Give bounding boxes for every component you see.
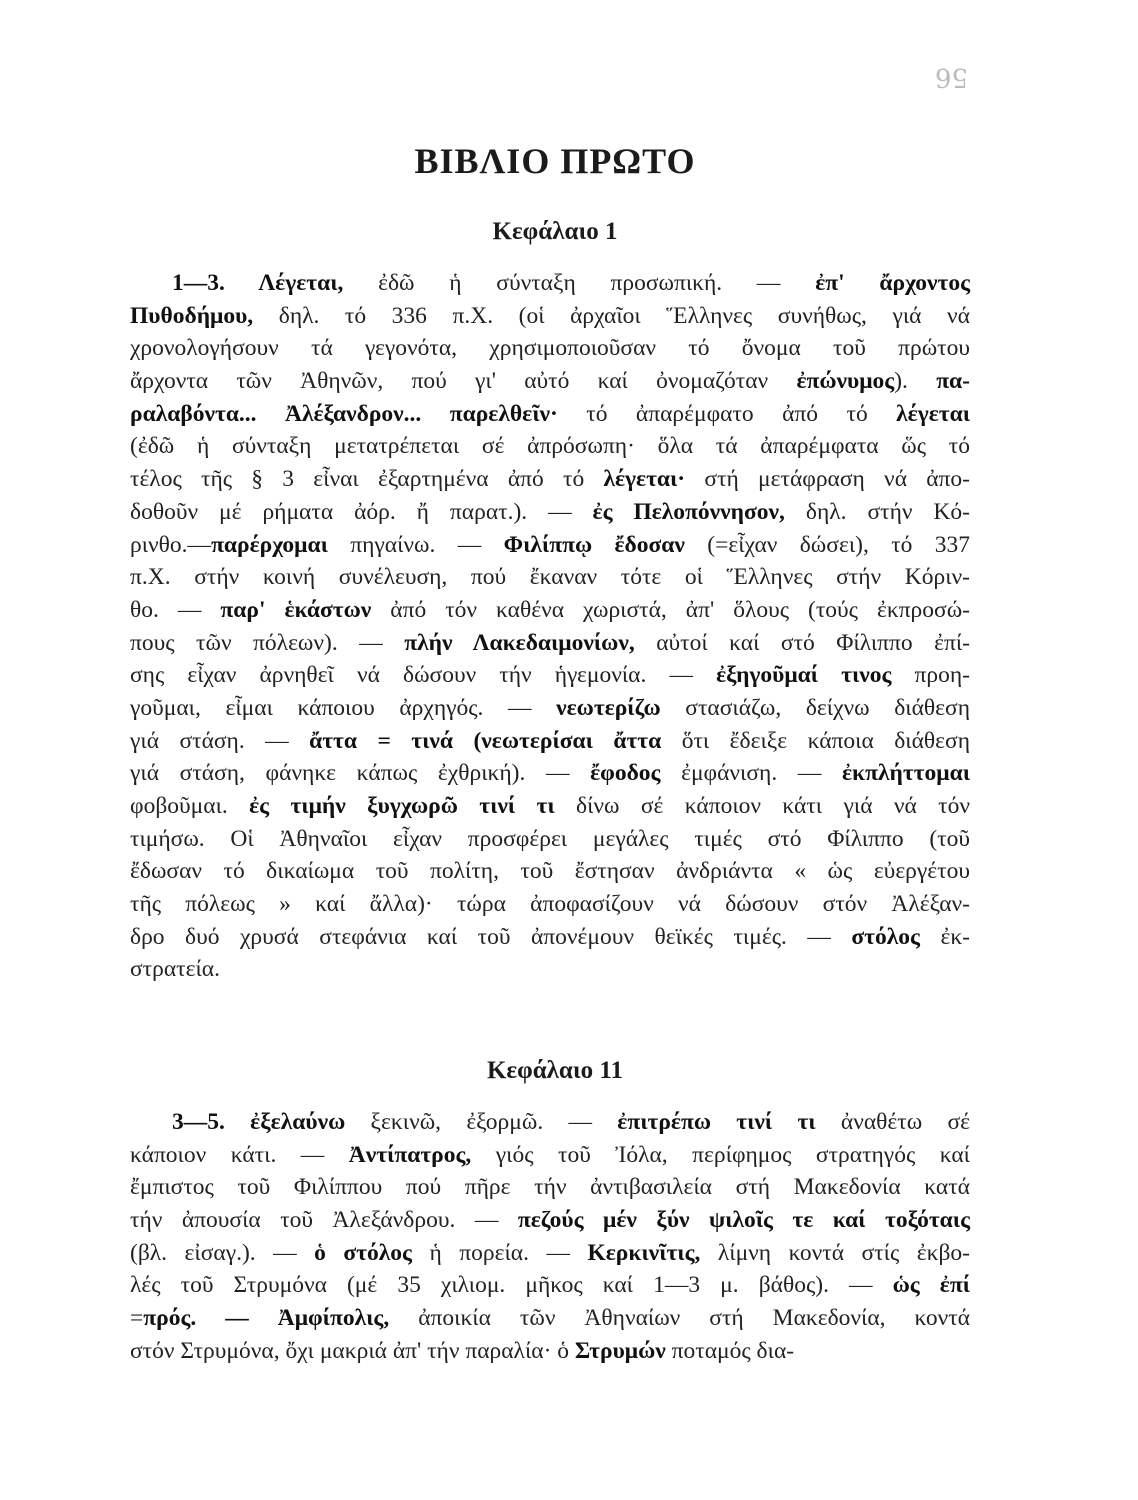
lemma-term: ἄττα = τινά (νεωτερίσαι ἄττα <box>309 727 662 754</box>
chapter-heading: Κεφάλαιο 11 <box>486 1057 624 1084</box>
lemma-term: παρέρχομαι <box>211 531 328 558</box>
commentary-text: ποταμός δια- <box>665 1337 795 1364</box>
commentary-text: φοβοῦμαι. <box>130 793 250 819</box>
commentary-text: προη- <box>891 662 970 689</box>
commentary-text: θο. — <box>130 596 221 623</box>
commentary-text: στή μετάφραση νά ἀπο- <box>685 466 970 493</box>
lemma-term: ἐς τιμήν ξυγχωρῶ τινί τι <box>249 793 555 819</box>
commentary-text: σης εἶχαν ἀρνηθεῖ νά δώσουν τήν ἡγεμονία. — <box>130 662 717 689</box>
lemma-term: πλήν Λακεδαιμονίων, <box>404 629 635 656</box>
text-line <box>130 529 970 562</box>
text-line <box>130 1106 970 1139</box>
lemma-term: λέγεται <box>896 400 970 427</box>
text-line <box>130 725 970 758</box>
text-line <box>130 594 970 627</box>
lemma-term: πρός. — Ἀμφίπολις, <box>143 1305 390 1332</box>
lemma-term: 1—3. Λέγεται, <box>172 270 344 296</box>
commentary-text: τῆς πόλεως » καί ἄλλα)· τώρα ἀποφασίζουν νά δώσουν στόν Ἀλέξαν- <box>130 891 970 918</box>
lemma-term: ὁ στόλος <box>314 1239 412 1266</box>
commentary-text: ἀποικία τῶν Ἀθηναίων στή Μακεδονία, κοντά <box>389 1305 970 1332</box>
lemma-term: Στρυμών <box>574 1337 666 1364</box>
text-line <box>130 1204 970 1237</box>
text-line <box>130 561 970 594</box>
commentary-text: ἡ πορεία. — <box>411 1239 588 1266</box>
lemma-term: ἐξηγοῦμαί τινος <box>716 662 892 689</box>
text-line <box>130 1139 970 1172</box>
text-line <box>130 365 970 398</box>
commentary-text: πηγαίνω. — <box>327 531 504 558</box>
commentary-text: π.Χ. στήν κοινή συνέλευση, πού ἔκαναν τότε οἱ Ἕλληνες στήν Κόριν- <box>130 564 970 591</box>
text-line <box>130 267 970 300</box>
lemma-term: Κερκινῖτις, <box>587 1239 701 1266</box>
text-line <box>130 921 970 954</box>
lemma-term: πεζούς μέν ξύν ψιλοῖς τε καί τοξόταις <box>517 1207 970 1234</box>
commentary-text: δηλ. τό 336 π.Χ. (οἱ ἀρχαῖοι Ἕλληνες συνήθως, γιά νά <box>253 302 970 329</box>
text-line <box>130 1171 970 1204</box>
lemma-term: ἐς Πελοπόννησον, <box>592 498 785 525</box>
lemma-term: Πυθοδήμου, <box>130 302 254 329</box>
lemma-term: ἐπ' ἄρχοντος <box>815 270 970 296</box>
lemma-term: στόλος <box>851 923 920 950</box>
commentary-text: ἄρχοντα τῶν Ἀθηνῶν, πού γι' αὐτό καί ὀνομαζόταν <box>130 368 797 395</box>
commentary-text: κάποιον κάτι. — <box>130 1141 349 1168</box>
lemma-term: 3—5. ἐξελαύνω <box>172 1109 346 1135</box>
commentary-text: γοῦμαι, εἶμαι κάποιου ἀρχηγός. — <box>130 694 557 721</box>
commentary-text: γιά στάση, φάνηκε κάπως ἐχθρική). — <box>130 760 591 787</box>
commentary-text: τό ἀπαρέμφατο ἀπό τό <box>557 400 897 427</box>
commentary-text: δρο δυό χρυσά στεφάνια καί τοῦ ἀπονέμουν θεϊκές τιμές. — <box>130 923 852 950</box>
text-line <box>130 398 970 431</box>
commentary-text: λές τοῦ Στρυμόνα (μέ 35 χιλιομ. μῆκος καί 1—3 μ. βάθος). — <box>130 1272 893 1299</box>
text-line <box>130 1335 970 1368</box>
chapter-commentary <box>130 267 970 986</box>
commentary-text: (βλ. εἰσαγ.). — <box>130 1239 315 1266</box>
text-line <box>130 1302 970 1335</box>
text-line <box>130 1237 970 1270</box>
commentary-text: ἐμφάνιση. — <box>660 760 842 787</box>
commentary-text: (ἐδῶ ἡ σύνταξη μετατρέπεται σέ ἀπρόσωπη· ὅλα τά ἀπαρέμφατα ὥς τό <box>130 433 970 460</box>
lemma-term: ἔφοδος <box>590 760 661 787</box>
chapter-commentary <box>130 1106 970 1368</box>
commentary-text: δηλ. στήν Κό- <box>784 498 970 525</box>
page-number: 56 <box>934 62 968 92</box>
commentary-text: = <box>130 1305 144 1332</box>
lemma-term: ὡς ἐπί <box>892 1272 970 1299</box>
commentary-text: τέλος τῆς § 3 εἶναι ἐξαρτημένα ἀπό τό <box>130 466 604 493</box>
commentary-text: λίμνη κοντά στίς ἐκβο- <box>700 1239 970 1266</box>
commentary-text: ἔμπιστος τοῦ Φιλίππου πού πῆρε τήν ἀντιβασιλεία στή Μακεδονία κατά <box>130 1174 970 1201</box>
text-line <box>130 627 970 660</box>
text-line <box>130 823 970 856</box>
commentary-text: τιμήσω. Οἱ Ἀθηναῖοι εἶχαν προσφέρει μεγάλες τιμές στό Φίλιππο (τοῦ <box>130 825 970 852</box>
lemma-term: Φιλίππῳ ἔδοσαν <box>503 531 685 558</box>
commentary-text: ). <box>894 368 937 395</box>
text-line <box>130 332 970 365</box>
commentary-text: ἀναθέτω σέ <box>815 1109 971 1135</box>
book-title: ΒΙΒΛΙΟ ΠΡΩΤΟ <box>414 141 696 181</box>
lemma-term: λέγεται· <box>603 466 686 493</box>
commentary-text: (=εἶχαν δώσει), τό 337 <box>684 531 970 558</box>
text-line <box>130 790 970 823</box>
lemma-term: ἐπώνυμος <box>796 368 895 395</box>
text-line <box>130 855 970 888</box>
lemma-term: νεωτερίζω <box>556 694 661 721</box>
text-line <box>130 953 970 986</box>
commentary-text: γιά στάση. — <box>130 727 310 754</box>
commentary-text: πους τῶν πόλεων). — <box>130 629 405 656</box>
commentary-text: ξεκινῶ, ἐξορμῶ. — <box>345 1109 618 1135</box>
commentary-text: δοθοῦν μέ ρήματα ἀόρ. ἤ παρατ.). — <box>130 498 593 525</box>
lemma-term: ραλαβόντα... Ἀλέξανδρον... παρελθεῖν· <box>130 400 558 427</box>
text-line <box>130 888 970 921</box>
commentary-text: αὐτοί καί στό Φίλιππο ἐπί- <box>634 629 971 656</box>
commentary-text: ἐδῶ ἡ σύνταξη προσωπική. — <box>343 270 816 296</box>
text-line <box>130 300 970 333</box>
lemma-term: πα- <box>936 368 971 395</box>
commentary-text: ἀπό τόν καθένα χωριστά, ἀπ' ὅλους (τούς ἐκπροσώ- <box>371 596 970 623</box>
text-line <box>130 1269 970 1302</box>
commentary-text: τήν ἀπουσία τοῦ Ἀλεξάνδρου. — <box>130 1207 518 1234</box>
text-line <box>130 430 970 463</box>
text-line <box>130 496 970 529</box>
commentary-text: γιός τοῦ Ἰόλα, περίφημος στρατηγός καί <box>471 1141 970 1168</box>
commentary-text: στασιάζω, δείχνω διάθεση <box>660 694 971 721</box>
commentary-text: στόν Στρυμόνα, ὄχι μακριά ἀπ' τήν παραλία· ὁ <box>130 1337 575 1364</box>
lemma-term: ἐπιτρέπω τινί τι <box>617 1109 816 1135</box>
text-line <box>130 692 970 725</box>
lemma-term: παρ' ἑκάστων <box>220 596 372 623</box>
commentary-text: δίνω σέ κάποιον κάτι γιά νά τόν <box>554 793 971 819</box>
commentary-text: ἔδωσαν τό δικαίωμα τοῦ πολίτη, τοῦ ἔστησαν ἀνδριάντα « ὡς εὐεργέτου <box>130 858 970 885</box>
text-line <box>130 659 970 692</box>
text-line <box>130 463 970 496</box>
lemma-term: ἐκπλήττομαι <box>842 760 970 787</box>
commentary-text: ρινθο.— <box>130 531 212 558</box>
chapter-heading: Κεφάλαιο 1 <box>492 218 618 245</box>
commentary-text: στρατεία. <box>130 956 220 983</box>
commentary-text: ὅτι ἔδειξε κάποια διάθεση <box>661 727 970 754</box>
commentary-text: χρονολογήσουν τά γεγονότα, χρησιμοποιοῦσαν τό ὄνομα τοῦ πρώτου <box>130 335 970 362</box>
commentary-text: ἐκ- <box>919 923 970 950</box>
text-line <box>130 757 970 790</box>
lemma-term: Ἀντίπατρος, <box>348 1141 472 1168</box>
